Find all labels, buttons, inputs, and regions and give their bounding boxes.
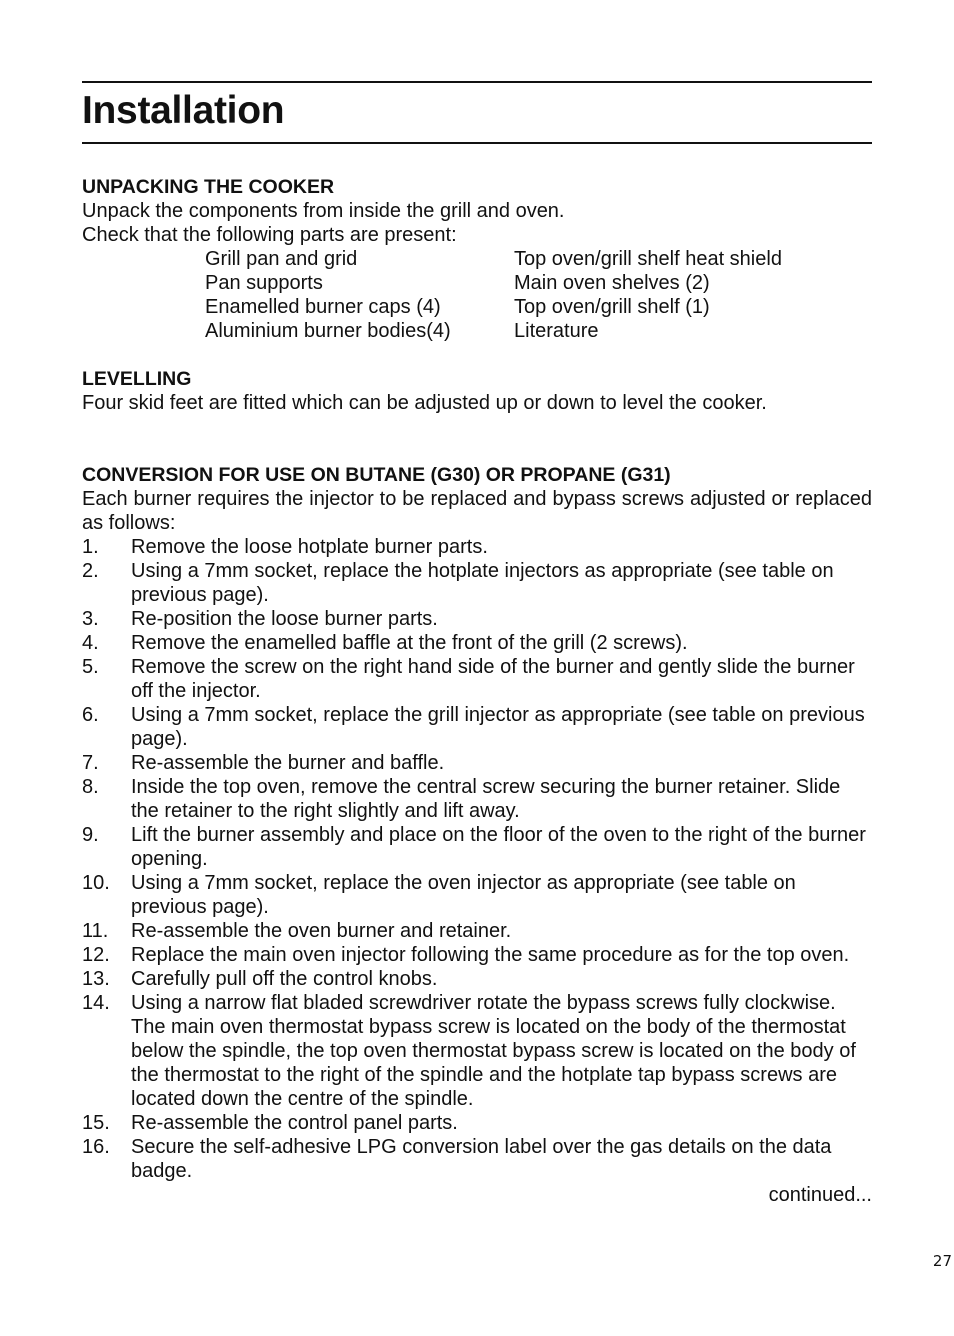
page-number: 27 xyxy=(932,1252,952,1270)
conversion-steps xyxy=(82,535,872,1183)
step-text: Remove the enamelled baffle at the front of the grill (2 screws). xyxy=(131,632,688,654)
step-number: 3. xyxy=(82,608,99,630)
list-item xyxy=(82,559,872,607)
list-item xyxy=(82,991,872,1111)
step-text: Using a narrow flat bladed screwdriver rotate the bypass screws fully clockwise. The main oven thermostat bypass screw is located on the body of the thermostat below the spindle, the top oven thermostat bypass screw is located on the body of the thermostat to the right of the spindle and the hotplate tap bypass screws are located down the centre of the spindle. xyxy=(131,992,856,1110)
step-text: Re-assemble the burner and baffle. xyxy=(131,752,445,774)
list-item xyxy=(82,823,872,871)
list-item xyxy=(82,703,872,751)
step-number: 13. xyxy=(82,968,110,990)
list-item xyxy=(82,871,872,919)
title-rule-top xyxy=(82,81,872,83)
unpacking-heading: UNPACKING THE COOKER xyxy=(82,176,335,198)
part-item: Top oven/grill shelf (1) xyxy=(514,296,710,318)
step-number: 2. xyxy=(82,560,99,582)
step-text: Remove the loose hotplate burner parts. xyxy=(131,536,488,558)
step-number: 16. xyxy=(82,1136,110,1158)
parts-list xyxy=(205,247,872,343)
page-title: Installation xyxy=(82,89,285,132)
step-number: 14. xyxy=(82,992,110,1014)
list-item xyxy=(82,1135,872,1183)
part-item: Grill pan and grid xyxy=(205,248,358,270)
unpacking-line-2: Check that the following parts are present: xyxy=(82,224,457,246)
list-item xyxy=(82,655,872,703)
list-item xyxy=(82,607,872,631)
levelling-section xyxy=(82,367,872,415)
step-number: 7. xyxy=(82,752,99,774)
step-text: Using a 7mm socket, replace the oven injector as appropriate (see table on previous page). xyxy=(131,872,796,918)
step-text: Replace the main oven injector following the same procedure as for the top oven. xyxy=(131,944,850,966)
unpacking-line-1: Unpack the components from inside the grill and oven. xyxy=(82,200,565,222)
step-text: Using a 7mm socket, replace the grill injector as appropriate (see table on previous page). xyxy=(131,704,865,750)
step-number: 10. xyxy=(82,872,110,894)
part-item: Top oven/grill shelf heat shield xyxy=(514,248,782,270)
step-number: 5. xyxy=(82,656,99,678)
step-text: Re-position the loose burner parts. xyxy=(131,608,438,630)
step-number: 6. xyxy=(82,704,99,726)
list-item xyxy=(82,943,872,967)
part-item: Main oven shelves (2) xyxy=(514,272,710,294)
levelling-heading: LEVELLING xyxy=(82,368,192,390)
step-number: 11. xyxy=(82,920,109,942)
step-number: 4. xyxy=(82,632,99,654)
unpacking-section xyxy=(82,175,872,343)
list-item xyxy=(82,535,872,559)
conversion-heading: CONVERSION FOR USE ON BUTANE (G30) OR PROPANE (G31) xyxy=(82,464,671,486)
step-text: Re-assemble the control panel parts. xyxy=(131,1112,458,1134)
step-text: Using a 7mm socket, replace the hotplate injectors as appropriate (see table on previous page). xyxy=(131,560,834,606)
part-item: Pan supports xyxy=(205,272,323,294)
list-item xyxy=(82,919,872,943)
conversion-section xyxy=(82,463,872,1207)
step-number: 12. xyxy=(82,944,110,966)
step-number: 1. xyxy=(82,536,99,558)
list-item xyxy=(82,1111,872,1135)
step-text: Re-assemble the oven burner and retainer. xyxy=(131,920,512,942)
page-content xyxy=(82,175,872,1207)
step-number: 15. xyxy=(82,1112,110,1134)
title-rule-bottom xyxy=(82,142,872,144)
list-item xyxy=(82,631,872,655)
step-text: Lift the burner assembly and place on the floor of the oven to the right of the burner opening. xyxy=(131,824,866,870)
step-text: Inside the top oven, remove the central screw securing the burner retainer. Slide the retainer to the right slightly and lift away. xyxy=(131,776,841,822)
part-item: Enamelled burner caps (4) xyxy=(205,296,441,318)
step-text: Carefully pull off the control knobs. xyxy=(131,968,438,990)
levelling-text: Four skid feet are fitted which can be adjusted up or down to level the cooker. xyxy=(82,392,767,414)
list-item xyxy=(82,751,872,775)
conversion-intro: Each burner requires the injector to be replaced and bypass screws adjusted or replaced as follows: xyxy=(82,488,872,534)
list-item xyxy=(82,775,872,823)
part-item: Literature xyxy=(514,320,599,342)
part-item: Aluminium burner bodies(4) xyxy=(205,320,451,342)
list-item xyxy=(82,967,872,991)
continued-note: continued... xyxy=(768,1184,872,1206)
step-text: Secure the self-adhesive LPG conversion label over the gas details on the data badge. xyxy=(131,1136,832,1182)
step-number: 8. xyxy=(82,776,99,798)
step-number: 9. xyxy=(82,824,99,846)
step-text: Remove the screw on the right hand side of the burner and gently slide the burner off the injector. xyxy=(131,656,855,702)
